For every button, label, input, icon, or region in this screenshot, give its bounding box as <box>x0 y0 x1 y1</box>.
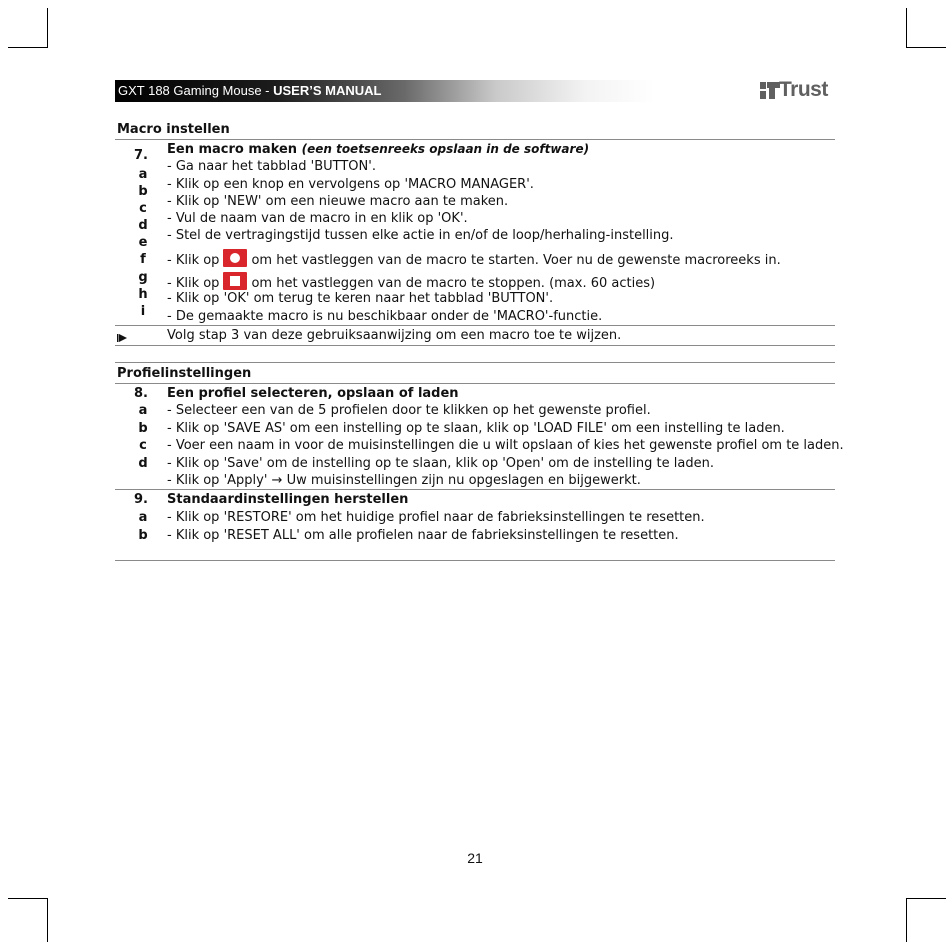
crop-mark-top-right-v <box>906 8 907 48</box>
step-title-9: Standaardinstellingen herstellen <box>167 492 409 507</box>
step-number-7: 7. <box>134 148 148 163</box>
instruction-line: - De gemaakte macro is nu beschikbaar onder de 'MACRO'-functie. <box>167 309 603 324</box>
instruction-line: - Klik op een knop en vervolgens op 'MACRO MANAGER'. <box>167 177 534 192</box>
instruction-line: - Klik op 'RESTORE' om het huidige profiel naar de fabrieksinstellingen te resetten. <box>167 510 705 525</box>
divider <box>115 345 835 346</box>
step-letter-d: d <box>138 456 148 471</box>
product-name: GXT 188 Gaming Mouse - <box>118 83 274 98</box>
step-letter-f: f <box>140 252 146 267</box>
instruction-text: om het vastleggen van de macro te stoppen. (max. 60 acties) <box>251 276 656 291</box>
step-letter-c: c <box>139 438 147 453</box>
step-title-main: Een macro maken <box>167 142 298 157</box>
step-letter-b: b <box>138 421 148 436</box>
step-letter-a: a <box>138 403 148 418</box>
step-title-8: Een profiel selecteren, opslaan of laden <box>167 386 459 401</box>
instruction-line: - Selecteer een van de 5 profielen door te klikken op het gewenste profiel. <box>167 403 651 418</box>
instruction-text: - Klik op <box>167 276 220 291</box>
crop-mark-top-left-v <box>47 8 48 48</box>
instruction-line-record <box>167 249 781 268</box>
crop-mark-top-right-h <box>906 47 946 48</box>
step-letter-d: d <box>138 218 148 233</box>
section-title-macro: Macro instellen <box>117 122 230 137</box>
step-title-7 <box>167 142 589 157</box>
step-letter-a: a <box>138 167 148 182</box>
step-letter-a: a <box>138 510 148 525</box>
instruction-line: - Vul de naam van de macro in en klik op 'OK'. <box>167 211 468 226</box>
trust-logo-text: Trust <box>779 78 828 101</box>
note-text: Volg stap 3 van deze gebruiksaanwijzing om een macro toe te wijzen. <box>167 328 622 343</box>
step-letter-h: h <box>138 287 148 302</box>
divider <box>115 383 835 384</box>
instruction-text: - Klik op <box>167 253 220 268</box>
step-letter-i: i <box>140 304 146 319</box>
instruction-line: - Klik op 'OK' om terug te keren naar het tabblad 'BUTTON'. <box>167 291 554 306</box>
note-arrow-icon <box>117 333 127 343</box>
instruction-line: - Klik op 'Save' om de instelling op te slaan, klik op 'Open' om de instelling te laden. <box>167 456 714 471</box>
crop-mark-bottom-right-h <box>906 898 946 899</box>
divider <box>115 560 835 561</box>
instruction-text: om het vastleggen van de macro te starten. Voer nu de gewenste macroreeks in. <box>251 253 781 268</box>
step-number-8: 8. <box>134 386 148 401</box>
divider <box>115 325 835 326</box>
trust-logo-mark-icon <box>760 82 780 99</box>
instruction-line: - Stel de vertragingstijd tussen elke actie in en/of de loop/herhaling-instelling. <box>167 228 674 243</box>
section-title-profile: Profielinstellingen <box>117 366 252 381</box>
step-letter-g: g <box>138 270 148 285</box>
record-icon <box>223 249 247 267</box>
step-title-subtitle: (een toetsenreeks opslaan in de software) <box>301 142 590 156</box>
step-letter-c: c <box>139 201 147 216</box>
divider <box>115 139 835 140</box>
instruction-line: - Klik op 'SAVE AS' om een instelling op te slaan, klik op 'LOAD FILE' om een instelling te laden. <box>167 421 785 436</box>
crop-mark-bottom-left-h <box>8 898 48 899</box>
manual-title <box>118 83 381 98</box>
divider <box>115 362 835 363</box>
stop-icon <box>223 272 247 290</box>
instruction-line: - Klik op 'RESET ALL' om alle profielen naar de fabrieksinstellingen te resetten. <box>167 528 679 543</box>
manual-label: USER’S MANUAL <box>273 83 382 98</box>
step-letter-b: b <box>138 528 148 543</box>
page-number: 21 <box>467 850 483 866</box>
instruction-line: - Klik op 'NEW' om een nieuwe macro aan te maken. <box>167 194 509 209</box>
instruction-line: - Ga naar het tabblad 'BUTTON'. <box>167 159 376 174</box>
crop-mark-top-left-h <box>8 47 48 48</box>
step-letter-b: b <box>138 184 148 199</box>
manual-header-bar <box>115 80 835 102</box>
instruction-line-stop <box>167 272 655 291</box>
crop-mark-bottom-left-v <box>47 898 48 942</box>
trust-logo <box>760 79 836 103</box>
divider <box>115 489 835 490</box>
instruction-line: - Voer een naam in voor de muisinstellingen die u wilt opslaan of kies het gewenste profiel om te laden. <box>167 438 844 453</box>
crop-mark-bottom-right-v <box>906 898 907 942</box>
step-number-9: 9. <box>134 492 148 507</box>
instruction-line: - Klik op 'Apply' → Uw muisinstellingen zijn nu opgeslagen en bijgewerkt. <box>167 473 641 488</box>
step-letter-e: e <box>138 235 148 250</box>
